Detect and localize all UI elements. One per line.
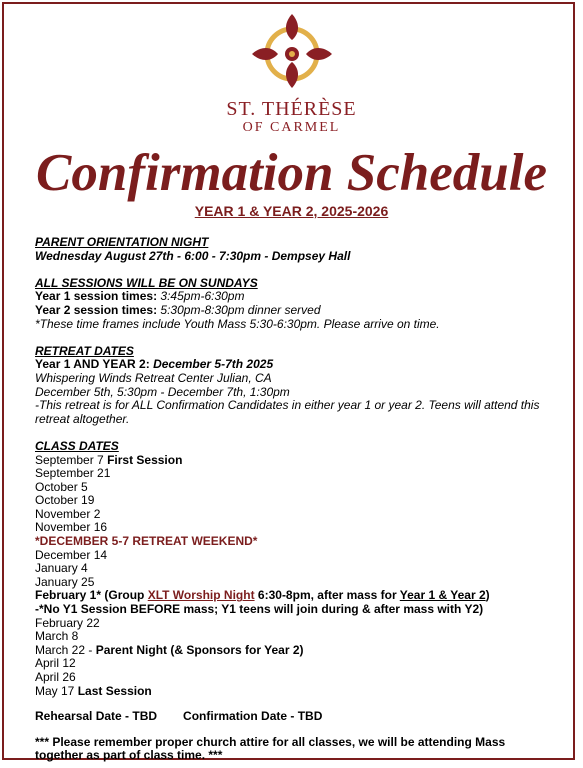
retreat-heading: RETREAT DATES [35,343,134,358]
class-date-note: Parent Night (& Sponsors for Year 2) [95,642,304,657]
retreat-date-range: December 5-7th 2025 [153,357,274,372]
year1-time: 3:45pm-6:30pm [160,289,245,304]
rehearsal-date: Rehearsal Date - TBD [35,709,158,724]
feb1-years: Year 1 & Year 2 [399,588,486,603]
page-title: Confirmation Schedule [36,144,547,202]
class-date-note: First Session [107,452,183,467]
class-date: April 12 [35,656,76,671]
class-date: March 8 [35,629,79,644]
retreat-label: Year 1 AND YEAR 2: [35,357,150,372]
year2-session-times [35,304,555,318]
class-dates-heading: CLASS DATES [35,438,119,453]
class-date-text: May 17 [35,683,75,698]
retreat-dates [35,358,555,372]
orientation-heading: PARENT ORIENTATION NIGHT [35,235,209,249]
xlt-worship-night-link[interactable]: XLT Worship Night [147,588,255,603]
class-date-may17 [35,685,555,699]
retreat-note: -This retreat is for ALL Confirmation Candidates in either year 1 or year 2. Teens will attend this retreat altogether. [35,398,540,426]
class-date: December 14 [35,547,108,562]
class-date: April 26 [35,670,76,684]
class-date: September 21 [35,466,111,481]
retreat-location: Whispering Winds Retreat Center Julian, CA [35,370,272,385]
feb1-note: -*No Y1 Session BEFORE mass; Y1 teens will join during & after mass with Y2) [35,602,484,617]
class-date-mar22 [35,644,555,658]
schedule-content [35,236,555,763]
feb1-prefix: February 1* (Group [35,588,145,603]
retreat-times: December 5th, 5:30pm - December 7th, 1:30pm [35,384,290,399]
class-date: November 2 [35,506,101,521]
feb1-suffix: ) [485,588,490,603]
year2-label: Year 2 session times: [35,302,158,317]
parish-name: ST. THÉRÈSE [226,98,357,120]
page-subtitle: YEAR 1 & YEAR 2, 2025-2026 [194,203,389,219]
class-date: January 25 [35,574,95,589]
class-date: October 5 [35,479,88,494]
class-date-text: September 7 [35,452,104,467]
year1-label: Year 1 session times: [35,289,158,304]
class-date [35,454,555,468]
class-date-text: March 22 - [35,642,93,657]
class-date-feb1 [35,589,555,603]
class-date: January 4 [35,561,88,576]
confirmation-date: Confirmation Date - TBD [183,709,323,724]
retreat-weekend-note: *DECEMBER 5-7 RETREAT WEEKEND* [35,534,258,549]
sessions-note: *These time frames include Youth Mass 5:30-6:30pm. Please arrive on time. [35,316,440,331]
year2-time: 5:30pm-8:30pm dinner served [160,302,321,317]
ornamental-cross-icon [249,10,335,92]
parish-subname: OF CARMEL [242,120,341,135]
orientation-details: Wednesday August 27th - 6:00 - 7:30pm - Dempsey Hall [35,248,351,263]
feb1-mid: 6:30-8pm, after mass for [257,588,397,603]
class-date: October 19 [35,493,95,508]
attire-note: *** Please remember proper church attire for all classes, we will be attending Mass together as part of class time. *** [35,734,506,763]
class-date: November 16 [35,520,108,535]
class-date-note: Last Session [77,683,152,698]
class-date: February 22 [35,615,100,630]
rehearsal-confirmation-dates [35,710,555,724]
year1-session-times [35,290,555,304]
sessions-heading: ALL SESSIONS WILL BE ON SUNDAYS [35,275,258,290]
